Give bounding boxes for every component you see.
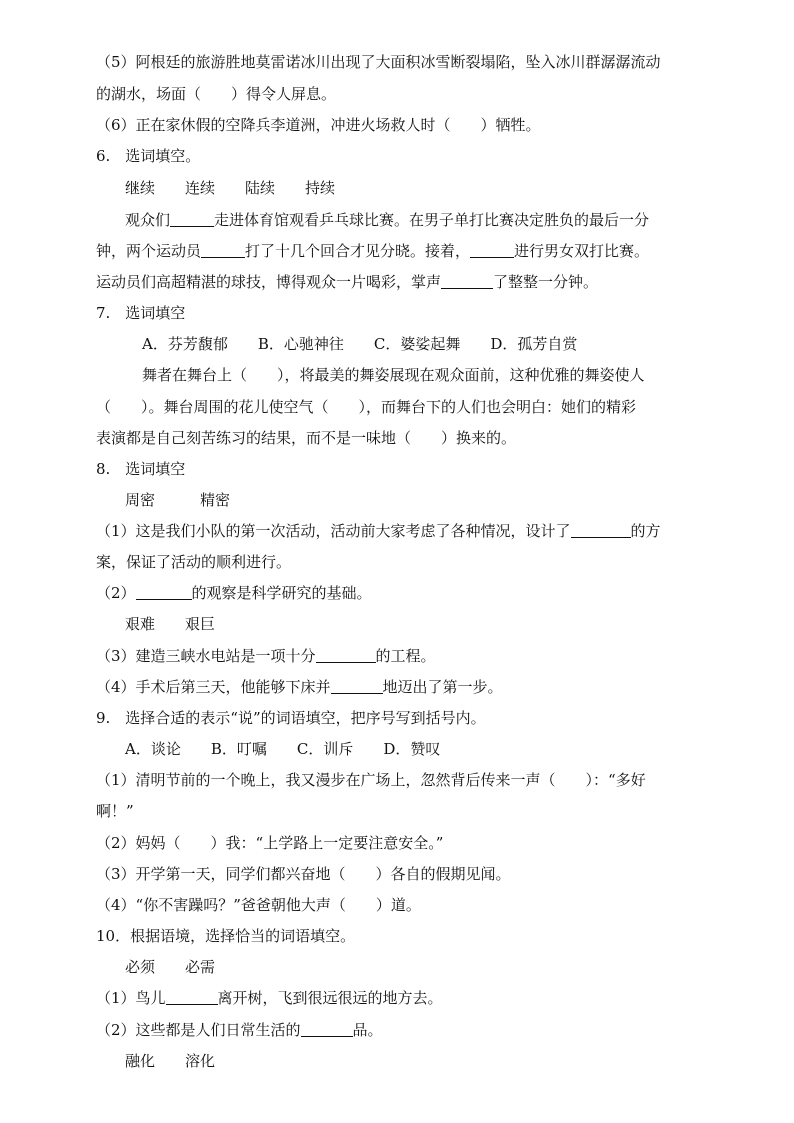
q6-text: 了整整一分钟。 [493, 273, 599, 291]
q9-options: A．谈论 B．叮嘱 C．训斥 D．赞叹 [125, 740, 441, 758]
q6-text: 观众们 [125, 211, 171, 229]
q8-text: 的工程。 [375, 647, 436, 665]
fill-blank[interactable] [571, 522, 631, 538]
q8-text: （3）建造三峡水电站是一项十分 [96, 647, 316, 665]
q6-text: 进行男女双打比赛。 [514, 242, 650, 260]
q8-text: 的观察是科学研究的基础。 [191, 584, 372, 602]
q7-para-line3: 表演都是自己刻苦练习的结果，而不是一味地（ ）换来的。 [96, 429, 517, 447]
fill-blank[interactable] [136, 584, 192, 600]
q8-1-line2: 案，保证了活动的顺利进行。 [96, 553, 292, 571]
q9-3-line: （3）开学第一天，同学们都兴奋地（ ）各自的假期见闻。 [96, 865, 511, 883]
q7-para-line1: 舞者在舞台上（ ），将最美的舞姿展现在观众面前，这种优雅的舞姿使人 [142, 366, 645, 384]
q6-word-bank: 继续 连续 陆续 持续 [125, 179, 336, 197]
fill-blank[interactable] [331, 678, 383, 694]
q9-2-line: （2）妈妈（ ）我：“上学路上一定要注意安全。” [96, 834, 444, 852]
q8-heading: 8. 选词填空 [96, 460, 186, 478]
q6-para-line1 [125, 210, 649, 230]
q7-para-line2: （ ）。舞台周围的花儿使空气（ ），而舞台下的人们也会明白：她们的精彩 [96, 398, 637, 416]
q10-word-bank-2: 融化 溶化 [125, 1052, 216, 1070]
q10-text: 品。 [352, 1021, 383, 1039]
q10-text: 离开树，飞到很远很远的地方去。 [217, 989, 443, 1007]
q6-text: 钟，两个运动员 [96, 242, 202, 260]
fill-blank[interactable] [166, 989, 218, 1005]
q10-heading: 10．根据语境，选择恰当的词语填空。 [96, 927, 356, 945]
q8-text: （1）这是我们小队的第一次活动，活动前大家考虑了各种情况，设计了 [96, 522, 571, 540]
q8-text: （2） [96, 584, 136, 602]
q8-3-line [96, 646, 436, 666]
q6-text: 打了十几个回合才见分晓。接着， [245, 242, 471, 260]
q7-options: A．芬芳馥郁 B．心驰神往 C．婆娑起舞 D．孤芳自赏 [142, 335, 578, 353]
q9-1-line1: （1）清明节前的一个晚上，我又漫步在广场上，忽然背后传来一声（ ）：“多好 [96, 771, 646, 789]
q5-6-line: （6）正在家休假的空降兵李道洲，冲进火场救人时（ ）牺牲。 [96, 116, 541, 134]
fill-blank[interactable] [201, 242, 245, 258]
q10-2-line [96, 1020, 383, 1040]
q6-para-line2 [96, 241, 649, 261]
q8-text: （4）手术后第三天，他能够下床并 [96, 678, 331, 696]
q5-5-line1: （5）阿根廷的旅游胜地莫雷诺冰川出现了大面积冰雪断裂塌陷，坠入冰川群潺潺流动 [96, 53, 661, 71]
q10-text: （1）鸟儿 [96, 989, 166, 1007]
q6-text: 走进体育馆观看乒乓球比赛。在男子单打比赛决定胜负的最后一分 [214, 211, 650, 229]
fill-blank[interactable] [441, 273, 493, 289]
q8-2-line [96, 583, 372, 603]
q10-text: （2）这些都是人们日常生活的 [96, 1021, 301, 1039]
q8-word-bank-1: 周密 精密 [125, 491, 231, 509]
fill-blank[interactable] [470, 242, 514, 258]
fill-blank[interactable] [301, 1021, 353, 1037]
fill-blank[interactable] [170, 211, 214, 227]
q8-word-bank-2: 艰难 艰巨 [125, 615, 216, 633]
q9-1-line2: 啊！” [96, 802, 134, 820]
q10-1-line [96, 988, 443, 1008]
q5-5-line2: 的湖水，场面（ ）得令人屏息。 [96, 85, 337, 103]
q8-1-line1 [96, 521, 661, 541]
q6-text: 运动员们高超精湛的球技，博得观众一片喝彩，掌声 [96, 273, 442, 291]
q6-para-line3 [96, 272, 598, 292]
q8-text: 的方 [630, 522, 661, 540]
q6-heading: 6. 选词填空。 [96, 147, 201, 165]
q9-4-line: （4）“你不害躁吗？”爸爸朝他大声（ ）道。 [96, 896, 421, 914]
fill-blank[interactable] [316, 647, 376, 663]
q9-heading: 9. 选择合适的表示“说”的词语填空，把序号写到括号内。 [96, 709, 486, 727]
q8-4-line [96, 677, 503, 697]
q7-heading: 7. 选词填空 [96, 304, 186, 322]
q8-text: 地迈出了第一步。 [382, 678, 503, 696]
q10-word-bank-1: 必须 必需 [125, 958, 216, 976]
